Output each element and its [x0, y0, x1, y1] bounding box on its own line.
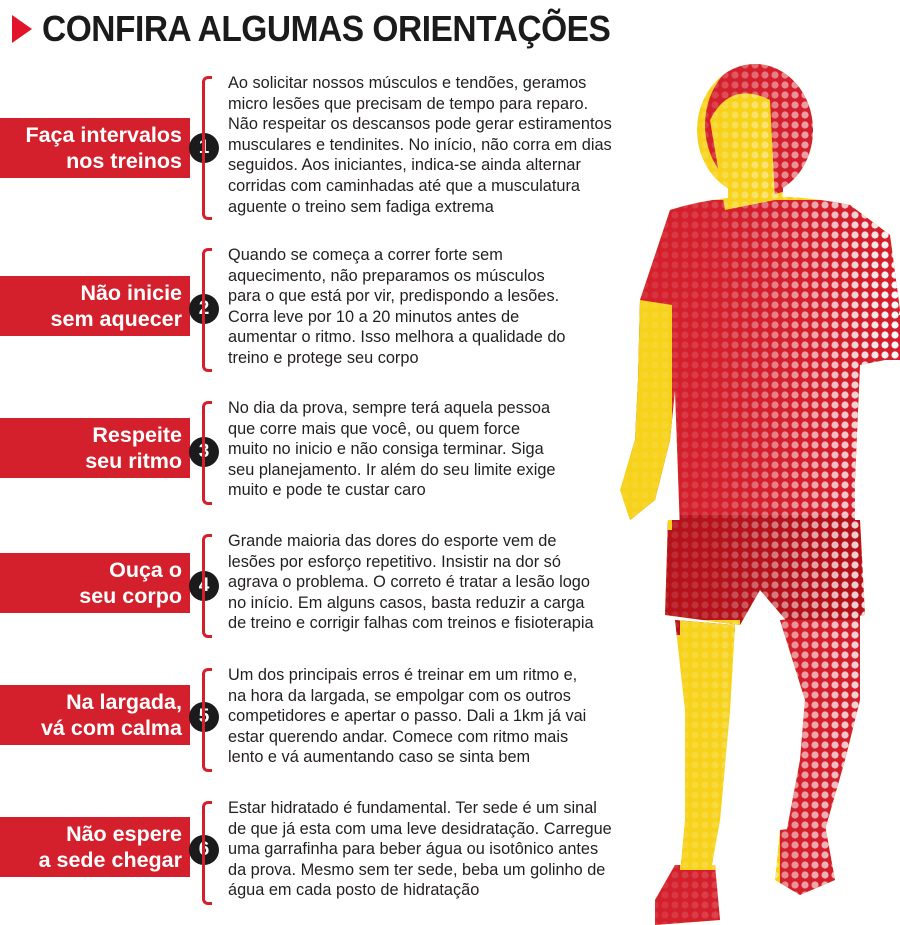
tip-text-line: treino e protege seu corpo	[228, 347, 419, 367]
tip-text-line: muito no inicio e não consiga terminar. Siga	[228, 439, 544, 459]
tip-item	[0, 242, 680, 374]
tip-item	[0, 662, 680, 772]
tip-label-line: Não espere	[66, 822, 182, 846]
tip-label	[0, 418, 190, 478]
tip-text-line: Grande maioria das dores do esporte vem de	[228, 531, 557, 550]
tip-number-badge: 3	[189, 437, 219, 467]
tip-text-line: lento e vá aumentando caso se sinta bem	[228, 747, 531, 767]
tip-label	[0, 685, 190, 745]
tip-text-line: aguente o treino sem fadiga extrema	[228, 196, 494, 216]
bracket-decoration	[202, 401, 212, 505]
tip-text-line: agrava o problema. O correto é tratar a lesão logo	[228, 572, 590, 592]
tip-label-line: a sede chegar	[38, 848, 182, 872]
tip-text-line: competidores e apertar o passo. Dali a 1km já vai	[228, 706, 587, 726]
tip-text-line: lesões por esforço repetitivo. Insistir na dor só	[228, 551, 561, 571]
tip-label-line: nos treinos	[66, 149, 182, 173]
bracket-decoration	[202, 248, 212, 372]
tip-text-line: seu planejamento. Ir além do seu limite exige	[228, 459, 556, 479]
tip-number-badge: 5	[189, 702, 219, 732]
tip-text-line: da prova. Mesmo sem ter sede, beba um golinho de	[228, 859, 606, 879]
tip-text-line: corridas com caminhadas até que a musculatura	[228, 175, 580, 195]
tip-text-line: de que já esta com uma leve desidratação. Carregue	[228, 818, 612, 838]
tip-text-line: Não respeitar os descansos pode gerar estiramentos	[228, 114, 612, 134]
tip-text-line: água em cada posto de hidratação	[228, 880, 480, 900]
tip-label-line: Respeite	[92, 423, 182, 447]
tip-text-line: uma garrafinha para beber água ou isotônico antes	[228, 839, 599, 859]
bracket-decoration	[202, 76, 212, 220]
tip-text-line: aumentar o ritmo. Isso melhora a qualidade do	[228, 327, 566, 347]
tip-item	[0, 70, 680, 222]
tip-text	[228, 531, 650, 634]
play-arrow-icon	[12, 15, 32, 43]
tip-number-badge: 2	[189, 294, 219, 324]
tip-text-line: Um dos principais erros é treinar em um ritmo e,	[228, 665, 578, 684]
tip-text-line: No dia da prova, sempre terá aquela pessoa	[228, 398, 551, 417]
tip-label-line: Ouça o	[109, 558, 182, 582]
tip-label-line: Faça intervalos	[25, 123, 182, 147]
tip-item	[0, 795, 680, 907]
header	[0, 0, 900, 58]
tip-text-line: estar querendo andar. Comece com ritmo mais	[228, 726, 569, 746]
tip-item	[0, 395, 680, 505]
tip-text-line: na hora da largada, se empolgar com os outros	[228, 685, 571, 705]
tip-text-line: musculares e tendinites. No início, não corra em dias	[228, 134, 612, 154]
tip-text-line: aquecimento, não preparamos os músculos	[228, 265, 545, 285]
tip-label-line: seu corpo	[79, 584, 182, 608]
tip-text-line: muito e pode te custar caro	[228, 480, 426, 500]
tip-text	[228, 798, 650, 901]
tip-label-line: seu ritmo	[85, 449, 182, 473]
page-title: CONFIRA ALGUMAS ORIENTAÇÕES	[42, 8, 611, 49]
tip-label	[0, 817, 190, 877]
tip-label-line: Na largada,	[66, 690, 182, 714]
tip-label	[0, 553, 190, 613]
bracket-decoration	[202, 801, 212, 905]
tip-text	[228, 245, 650, 369]
tip-text-line: Estar hidratado é fundamental. Ter sede é um sinal	[228, 798, 597, 817]
tip-label-line: sem aquecer	[50, 307, 182, 331]
tip-text-line: no início. Em alguns casos, basta reduzir a carga	[228, 592, 585, 612]
tip-text-line: Corra leve por 10 a 20 minutos antes de	[228, 306, 520, 326]
tip-text	[228, 665, 650, 768]
tip-text	[228, 73, 650, 217]
tip-text-line: que corre mais que você, ou quem force	[228, 418, 521, 438]
tip-text-line: Quando se começa a correr forte sem	[228, 245, 503, 264]
tip-text-line: micro lesões que precisam de tempo para reparo.	[228, 93, 589, 113]
tip-label-line: Não inicie	[80, 281, 182, 305]
tip-label-line: vá com calma	[40, 716, 182, 740]
tip-text-line: de treino e corrigir falhas com treinos e fisioterapia	[228, 613, 594, 633]
tip-text	[228, 398, 650, 501]
tip-item	[0, 528, 680, 638]
tip-label	[0, 276, 190, 336]
tip-label	[0, 118, 190, 178]
tip-number-badge: 1	[189, 133, 219, 163]
bracket-decoration	[202, 534, 212, 638]
tip-number-badge: 4	[189, 571, 219, 601]
tip-text-line: Ao solicitar nossos músculos e tendões, geramos	[228, 73, 587, 92]
tip-number-badge: 6	[189, 835, 219, 865]
tip-text-line: seguidos. Aos iniciantes, indica-se ainda alternar	[228, 155, 581, 175]
tip-text-line: para o que está por vir, predispondo a lesões.	[228, 286, 560, 306]
bracket-decoration	[202, 668, 212, 772]
